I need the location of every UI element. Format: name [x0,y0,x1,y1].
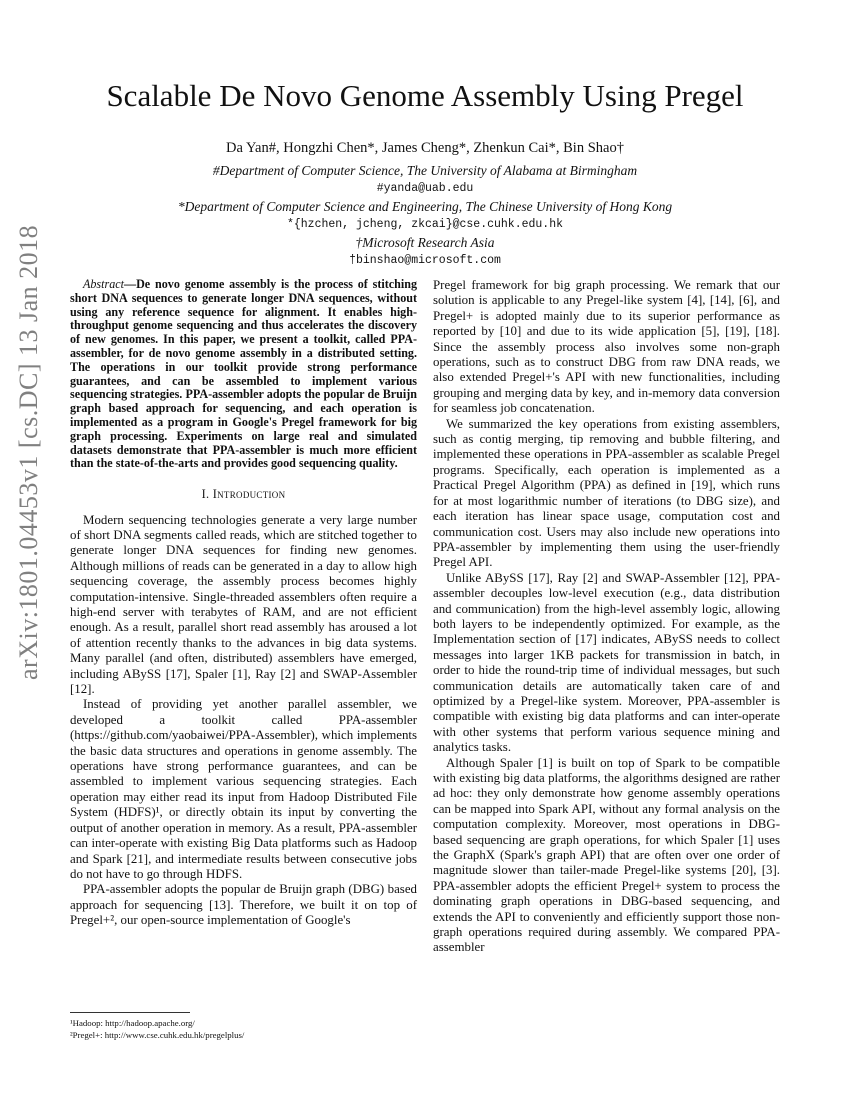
abstract-body: —De novo genome assembly is the process of stitching short DNA sequences to generate longer DNA sequences, without using any reference sequence for alignment. It enables high-throughput genome sequencing and thus accelerates the discovery of new genomes. In this paper, we present a toolkit, called PPA-assembler, for de novo genome assembly in a distributed setting. The operations in our toolkit provide strong performance guarantees, and can be assembled to implement various sequencing strategies. PPA-assembler adopts the popular de Bruijn graph based approach for sequencing, and each operation is implemented as a program in Google's Pregel framework for big graph processing. Experiments on large real and simulated datasets demonstrate that PPA-assembler is much more efficient than the state-of-the-arts and provides good sequencing quality. [70,277,417,471]
affiliation-cuhk: *Department of Computer Science and Engineering, The Chinese University of Hong Kong [177,199,673,214]
paragraph: Unlike ABySS [17], Ray [2] and SWAP-Assembler [12], PPA-assembler decouples low-level execution (e.g., data distribution and communication) from the high-level assembly logic, allowing both layers to be independently optimized. For example, as the Implementation section of [17] indicates, ABySS needs to collect messages into larger 1KB packets for transmission in batch, in order to hide the round-trip time of individual messages, but such communication details are automatically taken care of and optimized by a Pregel-like system. Moreover, PPA-assembler is compatible with existing big data platforms and can inter-operate with other systems that perform various sequence mining and analytics tasks. [433,570,780,755]
footnote-pregelplus: ²Pregel+: http://www.cse.cuhk.edu.hk/pregelplus/ [70,1030,245,1040]
email-msra: †binshao@microsoft.com [349,254,501,267]
arxiv-sidebar-stamp: arXiv:1801.04453v1 [cs.DC] 13 Jan 2018 [14,224,43,680]
right-column [433,278,780,956]
paper-title: Scalable De Novo Genome Assembly Using Pregel [106,78,744,113]
paragraph: Pregel framework for big graph processing. We remark that our solution is applicable to any Pregel-like system [4], [14], [6], and Pregel+ is adopted mainly due to its superior performance as reported by [10] and due to its wide application [5], [19], [18]. Since the assembly process also involves some non-graph operations, such as to construct DBG from raw DNA reads, we also extended Pregel+'s API with new functionalities, including grouping and merging data by key, and in-memory data conversion for seamless job concatenation. [433,278,780,416]
author-list: Da Yan#, Hongzhi Chen*, James Cheng*, Zhenkun Cai*, Bin Shao† [226,140,624,156]
paragraph: Instead of providing yet another parallel assembler, we developed a toolkit called PPA-assembler (https://github.com/yaobaiwei/PPA-Assembler), which implements the basic data structures and operations in genome assembly. The operations have strong performance guarantees, and can be assembled to implement various sequencing strategies. Each operation may either read its input from Hadoop Distributed File System (HDFS)¹, or directly obtain its input by converting the output of another operation in memory. As a result, PPA-assembler can inter-operate with existing Big Data platforms such as Hadoop and Spark [21], and intermediate results between consecutive jobs do not have to go through HDFS. [70,697,417,881]
paragraph: PPA-assembler adopts the popular de Bruijn graph (DBG) based approach for sequencing [13]. Therefore, we built it on top of Pregel+², our open-source implementation of Google's [70,882,417,928]
abstract [70,278,417,471]
paragraph: Although Spaler [1] is built on top of Spark to be compatible with existing big data platforms, the algorithms designed are rather ad hoc: they only demonstrate how genome assembly operations can be mapped into Spark API, without any formal analysis on the computation complexity. Moreover, most operations in DBG-based sequencing are graph operations, for which Spaler [1] uses the GraphX (Spark's graph API) that are often over one order of magnitude slower than tailer-made Pregel-like systems [20], [3]. PPA-assembler adopts the efficient Pregel+ system to process the dominating graph operations in DBG-based sequencing, and extends the API to conveniently and efficiently support those non-graph operations required during assembly. We compared PPA-assembler [433,755,780,955]
abstract-lead: Abstract [83,277,124,291]
affiliation-msra: †Microsoft Research Asia [355,235,495,250]
footnote-hadoop: ¹Hadoop: http://hadoop.apache.org/ [70,1018,195,1028]
email-uab: #yanda@uab.edu [376,182,474,195]
footnotes [70,1012,417,1041]
paragraph: Modern sequencing technologies generate a very large number of short DNA segments called reads, which are stitched together to generate longer DNA sequences for finding new genomes. Although millions of reads can be generated in a day to allow high sequencing coverage, the assembly process becomes highly computation-intensive. Single-threaded assemblers often require a high-end server with terabytes of RAM, and are not efficient enough. As a result, parallel short read assembly has aroused a lot of attention recently thanks to the advances in big data systems. Many parallel (and often, distributed) assemblers have emerged, including ABySS [17], Spaler [1], Ray [2] and SWAP-Assembler [12]. [70,512,417,697]
affiliation-uab: #Department of Computer Science, The University of Alabama at Birmingham [212,163,638,178]
section-heading-introduction: I. Introduction [201,487,286,502]
left-column [70,278,417,929]
footnote-rule [70,1012,190,1013]
affiliations [60,162,790,270]
email-cuhk: *{hzchen, jcheng, zkcai}@cse.cuhk.edu.hk [286,218,564,231]
paragraph: We summarized the key operations from existing assemblers, such as contig merging, tip removing and bubble filtering, and implemented these operations in PPA-assembler as scalable Pregel programs. Specifically, each operation is implemented as a Practical Pregel Algorithm (PPA) as defined in [19], which runs for at most logarithmic number of iterations (to DBG size), and each iteration has linear space usage, computation cost and communication cost. Users may also include new operations into PPA-assembler by implementing them using the user-friendly Pregel API. [433,416,780,570]
